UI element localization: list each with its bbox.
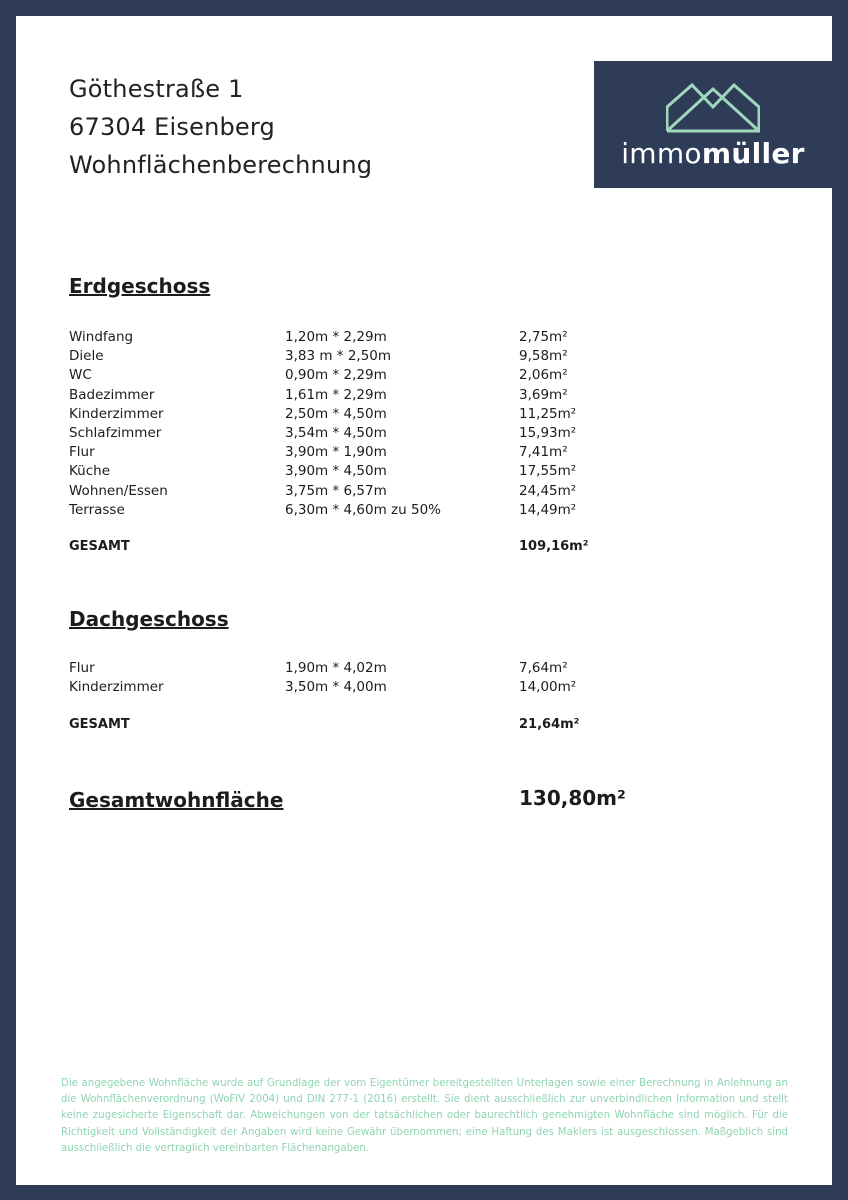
table-row <box>69 443 749 462</box>
table-row <box>69 482 749 501</box>
total-value: 21,64m² <box>519 717 580 732</box>
room-name: Badezimmer <box>69 386 155 403</box>
room-dimensions: 1,20m * 2,29m <box>285 329 387 345</box>
room-dimensions: 1,90m * 4,02m <box>285 660 387 676</box>
room-dimensions: 2,50m * 4,50m <box>285 405 387 422</box>
total-value: 109,16m² <box>519 539 589 554</box>
dachgeschoss-table <box>69 659 749 697</box>
room-dimensions: 3,90m * 1,90m <box>285 444 387 461</box>
room-dimensions: 1,61m * 2,29m <box>285 386 387 403</box>
room-dimensions: 3,90m * 4,50m <box>285 463 387 480</box>
room-dimensions: 6,30m * 4,60m zu 50% <box>285 501 441 518</box>
erdgeschoss-table <box>69 328 749 520</box>
document-title: Wohnflächenberechnung <box>69 151 373 179</box>
room-dimensions: 0,90m * 2,29m <box>285 367 387 384</box>
room-area: 7,41m² <box>519 444 568 461</box>
table-row <box>69 347 749 366</box>
total-label: GESAMT <box>69 717 130 732</box>
room-area: 17,55m² <box>519 463 577 480</box>
total-label: GESAMT <box>69 539 130 554</box>
table-row <box>69 462 749 481</box>
disclaimer-text: Die angegebene Wohnfläche wurde auf Grundlage der vom Eigentümer bereitgestellten Unterlagen sowie einer Berechnung in Anlehnung an die Wohnflächenverordnung (WoFlV 2004) und DIN 277-1 (2016) erstellt. Sie dient ausschließlich zur unverbindlichen Information und stellt keine zugesicherte Eigenschaft dar. Abweichungen von der tatsächlichen oder baurechtlich genehmigten Wohnfläche sind möglich. Für die Richtigkeit und Vollständigkeit der Angaben wird keine Gewähr übernommen; eine Haftung des Maklers ist ausgeschlossen. Maßgeblich sind ausschließlich die vertraglich vereinbarten Flächenangaben. <box>61 1078 788 1154</box>
table-row <box>69 405 749 424</box>
room-name: Flur <box>69 660 95 676</box>
section-title-erdgeschoss: Erdgeschoss <box>69 274 211 298</box>
room-dimensions: 3,50m * 4,00m <box>285 679 387 696</box>
table-row <box>69 424 749 443</box>
table-row <box>69 366 749 385</box>
document-page <box>16 16 832 1185</box>
room-area: 2,06m² <box>519 367 568 384</box>
room-dimensions: 3,54m * 4,50m <box>285 424 387 441</box>
room-name: WC <box>69 367 92 384</box>
room-area: 7,64m² <box>519 660 568 676</box>
room-dimensions: 3,75m * 6,57m <box>285 482 387 499</box>
street-line: Göthestraße 1 <box>69 75 244 103</box>
table-row <box>69 501 749 520</box>
dachgeschoss-total-row <box>69 717 749 737</box>
room-area: 15,93m² <box>519 424 577 441</box>
grand-total-value: 130,80m² <box>519 786 626 810</box>
room-area: 14,49m² <box>519 501 577 518</box>
city-line: 67304 Eisenberg <box>69 113 275 141</box>
room-name: Kinderzimmer <box>69 405 164 422</box>
room-area: 14,00m² <box>519 679 577 696</box>
room-area: 9,58m² <box>519 348 568 365</box>
section-title-dachgeschoss: Dachgeschoss <box>69 607 229 631</box>
room-name: Küche <box>69 463 111 480</box>
table-row <box>69 659 749 678</box>
table-row <box>69 328 749 347</box>
room-area: 2,75m² <box>519 329 568 345</box>
room-name: Kinderzimmer <box>69 679 164 696</box>
address-block <box>69 70 372 184</box>
logo-wordmark <box>594 137 832 170</box>
grand-total-label: Gesamtwohnfläche <box>69 788 284 812</box>
room-name: Flur <box>69 444 95 461</box>
room-name: Windfang <box>69 329 134 345</box>
table-row <box>69 678 749 697</box>
room-area: 3,69m² <box>519 386 568 403</box>
room-dimensions: 3,83 m * 2,50m <box>285 348 392 365</box>
logo-text-light: immo <box>621 137 702 170</box>
house-outline-icon <box>666 83 760 133</box>
room-name: Schlafzimmer <box>69 424 162 441</box>
room-name: Wohnen/Essen <box>69 482 168 499</box>
table-row <box>69 386 749 405</box>
room-name: Diele <box>69 348 104 365</box>
room-area: 11,25m² <box>519 405 577 422</box>
room-area: 24,45m² <box>519 482 577 499</box>
room-name: Terrasse <box>69 501 125 518</box>
logo-text-bold: müller <box>701 137 805 170</box>
company-logo <box>594 61 832 188</box>
erdgeschoss-total-row <box>69 539 749 559</box>
